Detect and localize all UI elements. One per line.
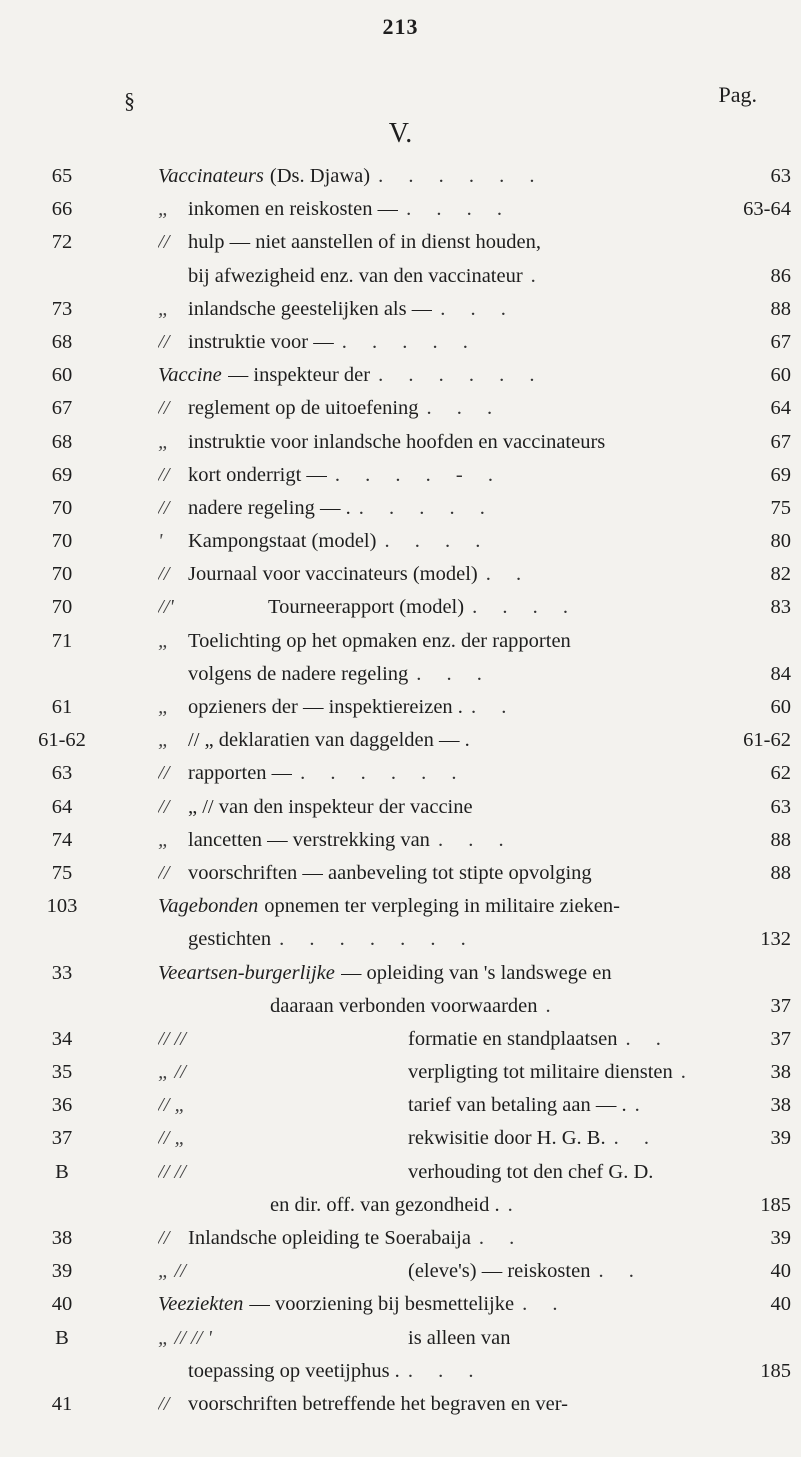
entry-text (158, 1122, 701, 1155)
page-reference: 83 (770, 596, 791, 619)
ditto-mark: // „ (158, 1127, 186, 1150)
entry-text (158, 724, 701, 757)
section-number: 75 (51, 861, 73, 884)
entry-description: formatie en standplaatsen (408, 1027, 618, 1050)
index-entry (0, 1156, 801, 1189)
index-entry (0, 1322, 801, 1355)
leader-dots: . . . . - . (334, 463, 503, 486)
leader-dots: . . . (416, 662, 492, 685)
entry-description: — opleiding van 's landswege en (340, 961, 612, 984)
index-entry (0, 625, 801, 658)
entry-text (158, 1255, 701, 1288)
entry-text (158, 957, 701, 990)
entry-text (158, 160, 701, 193)
section-number: 68 (51, 430, 73, 453)
leader-dots: . . . . . . . (279, 928, 476, 951)
page-reference: 37 (770, 1027, 791, 1050)
entry-description: is alleen van (408, 1326, 511, 1349)
pag-header: Pag. (718, 82, 757, 107)
entry-description: instruktie voor — (188, 330, 334, 353)
index-entry (0, 392, 801, 425)
entry-description: Toelichting op het opmaken enz. der rapporten (188, 629, 571, 652)
index-entry (0, 691, 801, 724)
entry-description: opzieners der — inspektiereizen . (188, 696, 463, 718)
leader-dots: . (507, 1193, 523, 1216)
entry-description: rekwisitie door H. G. B. (408, 1127, 606, 1150)
index-entry (0, 525, 801, 558)
page-reference: 39 (770, 1127, 791, 1150)
section-number: 70 (51, 596, 73, 619)
leader-dots: . . . . . . (378, 364, 545, 387)
ditto-mark: // (158, 795, 170, 818)
index-entry (0, 1189, 801, 1222)
ditto-mark: „ // // ' (158, 1326, 212, 1349)
entry-description: daaraan verbonden voorwaarden (270, 994, 538, 1017)
index-entry (0, 1288, 801, 1321)
leader-dots: . (634, 1094, 650, 1117)
entry-description: nadere regeling — . (188, 496, 351, 519)
index-entry (0, 326, 801, 359)
entry-text (158, 226, 701, 259)
section-number: 39 (51, 1260, 73, 1283)
page-reference: 60 (770, 364, 791, 387)
section-number: 70 (51, 496, 73, 519)
entry-text (158, 392, 701, 425)
entry-description: voorschriften — aanbeveling tot stipte opvolging (188, 861, 592, 884)
entry-heading: Vaccinateurs (158, 165, 264, 187)
entry-text (158, 1089, 701, 1122)
section-number: 38 (51, 1227, 73, 1249)
entry-description: tarief van betaling aan — . (408, 1094, 627, 1117)
section-number: 61 (51, 696, 73, 718)
ditto-mark: // (158, 563, 170, 586)
entry-description: bij afwezigheid enz. van den vaccinateur (188, 264, 523, 287)
ditto-mark: // (158, 397, 170, 420)
index-entry (0, 757, 801, 790)
index-entry (0, 791, 801, 824)
entry-text (158, 791, 701, 824)
page-reference: 185 (760, 1193, 791, 1216)
index-entry (0, 990, 801, 1023)
entry-text (158, 1023, 701, 1056)
entry-text (158, 757, 701, 790)
entry-text (270, 1189, 701, 1222)
ditto-mark: // (158, 762, 170, 785)
leader-dots: . . . . (472, 596, 578, 619)
ditto-mark: // (158, 463, 170, 486)
index-entry (0, 1222, 801, 1255)
ditto-mark: // (158, 1227, 170, 1249)
page-reference: 132 (760, 928, 791, 951)
ditto-mark: „ (158, 696, 170, 718)
ditto-mark: // (158, 496, 170, 519)
section-number: 64 (51, 795, 73, 818)
entry-heading: Vagebonden (158, 895, 259, 918)
page-reference: 63-64 (743, 198, 791, 221)
entry-description: — inspekteur der (227, 364, 371, 387)
page-reference: 64 (770, 397, 791, 420)
ditto-mark: // „ (158, 1094, 186, 1117)
entry-text (158, 558, 701, 591)
page-reference: 185 (760, 1359, 791, 1382)
page-reference: 84 (770, 662, 791, 685)
index-entry (0, 459, 801, 492)
entry-text (158, 1222, 701, 1255)
index-entry (0, 193, 801, 226)
entry-text (188, 923, 701, 956)
section-symbol-header: § (124, 88, 135, 113)
index-entry (0, 1056, 801, 1089)
section-number: B (55, 1326, 69, 1349)
section-number: 67 (51, 397, 73, 420)
leader-dots: . . (613, 1127, 659, 1150)
ditto-mark: „ (158, 297, 170, 320)
page-reference: 75 (770, 496, 791, 519)
entry-text (158, 426, 701, 459)
leader-dots: . . . (437, 828, 514, 851)
page-reference: 63 (770, 795, 791, 818)
leader-dots: . . . (407, 1359, 484, 1382)
leader-dots: . . (625, 1027, 671, 1050)
entry-text (158, 293, 701, 326)
leader-dots: . . (478, 1227, 525, 1249)
index-entry (0, 558, 801, 591)
index-entry (0, 1089, 801, 1122)
index-entry (0, 359, 801, 392)
page-reference: 40 (770, 1293, 791, 1316)
section-number: 40 (51, 1293, 73, 1316)
ditto-mark: // // (158, 1027, 186, 1050)
page-reference: 37 (770, 994, 791, 1017)
leader-dots: . . (485, 563, 532, 586)
index-entry (0, 1122, 801, 1155)
entry-text (158, 691, 701, 724)
section-number: 63 (51, 762, 73, 785)
index-entry (0, 1388, 801, 1421)
entry-text (270, 990, 701, 1023)
section-number: 69 (51, 463, 73, 486)
section-number: 34 (51, 1027, 73, 1050)
section-number: 103 (46, 895, 78, 918)
index-entries (0, 160, 801, 1421)
page-reference: 38 (770, 1094, 791, 1117)
page-reference: 80 (770, 530, 791, 553)
leader-dots: . . . . . (341, 330, 478, 353)
section-number: 73 (51, 297, 73, 320)
entry-description: hulp — niet aanstellen of in dienst houden, (188, 231, 541, 254)
entry-text (188, 658, 701, 691)
entry-text (158, 824, 701, 857)
section-number: 60 (51, 364, 73, 387)
ditto-mark: // (158, 231, 170, 254)
entry-description: verpligting tot militaire diensten (408, 1061, 673, 1084)
section-number: 74 (51, 828, 73, 851)
section-number: 37 (51, 1127, 73, 1150)
entry-description: (eleve's) — reiskosten (408, 1260, 591, 1283)
index-entry (0, 160, 801, 193)
entry-text (158, 525, 701, 558)
page-reference: 61-62 (743, 729, 791, 752)
entry-text (158, 1288, 701, 1321)
leader-dots: . (530, 264, 546, 287)
ditto-mark: „ (158, 198, 170, 221)
page-reference: 39 (770, 1227, 791, 1249)
page-reference: 69 (770, 463, 791, 486)
entry-heading: Vaccine (158, 364, 222, 387)
entry-text (158, 359, 701, 392)
index-entry (0, 857, 801, 890)
entry-description: kort onderrigt — (188, 463, 327, 486)
section-number: 72 (51, 231, 73, 254)
entry-description: (Ds. Djawa) (269, 165, 371, 187)
entry-description: Journaal voor vaccinateurs (model) (188, 563, 478, 586)
entry-description: inlandsche geestelijken als — (188, 297, 433, 320)
index-entry (0, 293, 801, 326)
index-entry (0, 426, 801, 459)
entry-description: rapporten — (188, 762, 293, 785)
index-entry (0, 724, 801, 757)
section-number: 70 (51, 563, 73, 586)
page-reference: 63 (770, 165, 791, 187)
entry-description: volgens de nadere regeling (188, 662, 409, 685)
index-entry (0, 824, 801, 857)
entry-description: inkomen en reiskosten — (188, 198, 399, 221)
entry-description: Kampongstaat (model) (188, 530, 377, 553)
entry-description: reglement op de uitoefening (188, 397, 419, 420)
index-entry (0, 923, 801, 956)
index-entry (0, 1355, 801, 1388)
entry-text (158, 326, 701, 359)
entry-text (158, 1388, 701, 1421)
page-reference: 38 (770, 1061, 791, 1084)
index-entry (0, 492, 801, 525)
index-entry (0, 1255, 801, 1288)
page-reference: 40 (770, 1260, 791, 1283)
entry-text (158, 890, 701, 923)
index-entry (0, 260, 801, 293)
leader-dots: . . . (440, 297, 516, 320)
leader-dots: . (680, 1061, 696, 1084)
entry-text (158, 459, 701, 492)
ditto-mark: „ (158, 629, 170, 652)
entry-description: verhouding tot den chef G. D. (408, 1160, 654, 1183)
index-entry (0, 957, 801, 990)
section-number: 66 (51, 198, 73, 221)
page-reference: 67 (770, 330, 791, 353)
ditto-mark: //' (158, 596, 174, 619)
entry-text (188, 1355, 701, 1388)
index-entry (0, 890, 801, 923)
leader-dots: . . . . . (358, 496, 495, 519)
page-reference: 88 (770, 828, 791, 851)
entry-text (158, 1156, 701, 1189)
section-number: 68 (51, 330, 73, 353)
index-letter-heading: V. (388, 118, 413, 149)
ditto-mark: „ // (158, 1260, 186, 1283)
section-number: 41 (51, 1392, 73, 1415)
entry-heading: Veeziekten (158, 1293, 244, 1316)
entry-description: instruktie voor inlandsche hoofden en vaccinateurs (188, 430, 606, 453)
entry-description: voorschriften betreffende het begraven en ver- (188, 1392, 568, 1415)
leader-dots: . . (470, 696, 517, 718)
page-reference: 88 (770, 297, 791, 320)
entry-description: — voorziening bij besmettelijke (249, 1293, 515, 1316)
index-entry (0, 591, 801, 624)
entry-text (188, 260, 701, 293)
entry-description: „ // van den inspekteur der vaccine (188, 795, 473, 818)
leader-dots: . . . (426, 397, 503, 420)
leader-dots: . . . . . . (300, 762, 467, 785)
entry-text (158, 1056, 701, 1089)
page-number: 213 (382, 14, 419, 39)
leader-dots: . . (598, 1260, 644, 1283)
page-reference: 82 (770, 563, 791, 586)
entry-text (158, 857, 701, 890)
index-entry (0, 1023, 801, 1056)
entry-description: Tourneerapport (model) (268, 596, 465, 619)
entry-description: // „ deklaratien van daggelden — . (188, 729, 470, 752)
entry-description: gestichten (188, 928, 272, 951)
entry-text (158, 193, 701, 226)
entry-text (158, 492, 701, 525)
entry-description: opnemen ter verpleging in militaire zieken- (264, 895, 620, 918)
leader-dots: . . . . (384, 530, 491, 553)
ditto-mark: „ (158, 729, 170, 752)
ditto-mark: „ (158, 430, 170, 453)
section-number: 33 (51, 961, 73, 984)
section-number: 36 (51, 1094, 73, 1117)
entry-text (158, 625, 701, 658)
ditto-mark: „ // (158, 1061, 186, 1084)
ditto-mark: // (158, 1392, 170, 1415)
entry-description: toepassing op veetijphus . (188, 1359, 400, 1382)
section-number: 70 (51, 530, 73, 553)
ditto-mark: „ (158, 828, 170, 851)
entry-description: lancetten — verstrekking van (188, 828, 430, 851)
section-number: 35 (51, 1061, 73, 1084)
entry-text (158, 1322, 701, 1355)
section-number: 65 (51, 165, 73, 187)
leader-dots: . . (522, 1293, 568, 1316)
entry-description: en dir. off. van gezondheid . (270, 1193, 500, 1216)
section-number: B (55, 1160, 69, 1183)
ditto-mark: // // (158, 1160, 186, 1183)
leader-dots: . (545, 994, 561, 1017)
entry-heading: Veeartsen-burgerlijke (158, 961, 335, 984)
ditto-mark: ' (158, 530, 163, 553)
entry-text (158, 591, 701, 624)
index-entry (0, 226, 801, 259)
page-reference: 60 (770, 696, 791, 718)
leader-dots: . . . . (406, 198, 512, 221)
section-number: 71 (51, 629, 73, 652)
index-entry (0, 658, 801, 691)
page-reference: 88 (770, 861, 791, 884)
section-number: 61-62 (38, 729, 86, 752)
page-reference: 67 (770, 430, 791, 453)
leader-dots: . . . . . . (378, 165, 545, 187)
ditto-mark: // (158, 330, 170, 353)
page-reference: 62 (770, 762, 791, 785)
entry-description: Inlandsche opleiding te Soerabaija (188, 1227, 471, 1249)
page-reference: 86 (770, 264, 791, 287)
ditto-mark: // (158, 861, 170, 884)
